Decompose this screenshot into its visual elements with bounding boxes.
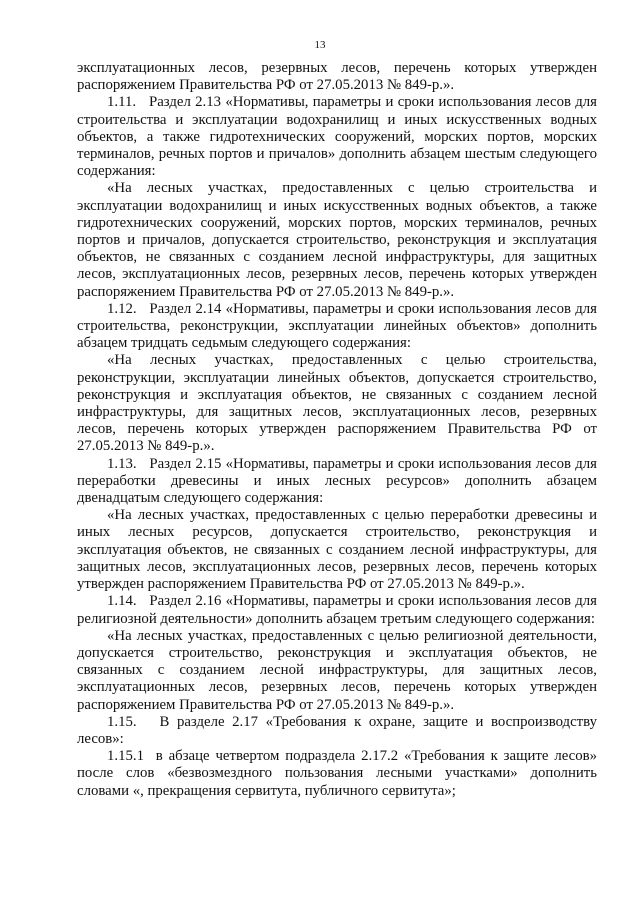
paragraph-1-12-quote: «На лесных участках, предоставленных с целью строительства, реконструкции, эксплуатации линейных объектов, допускается строительство, реконструкция и эксплуатация объектов, не связанных с созданием лесной инфраструктуры, для защитных лесов, эксплуатационных лесов, резервных лесов, перечень которых утвержден распоряжением Правительства РФ от 27.05.2013 № 849-р.».	[77, 352, 597, 455]
paragraph-1-13: 1.13. Раздел 2.15 «Нормативы, параметры и сроки использования лесов для переработки древесины и иных лесных ресурсов» дополнить абзацем двенадцатым следующего содержания:	[77, 455, 597, 507]
paragraph-1-11-quote: «На лесных участках, предоставленных с целью строительства и эксплуатации водохранилищ и иных искусственных водных объектов, а также гидротехнических сооружений, морских портов, морских терминалов, речных портов и причалов, допускается строительство, реконструкция и эксплуатация объектов, не связанных с созданием лесной инфраструктуры, для защитных лесов, эксплуатационных лесов, резервных лесов, перечень которых утвержден распоряжением Правительства РФ от 27.05.2013 № 849-р.».	[77, 180, 597, 300]
paragraph-1-15: 1.15. В разделе 2.17 «Требования к охране, защите и воспроизводству лесов»:	[77, 713, 597, 747]
document-body	[77, 60, 597, 800]
page-number: 13	[314, 39, 326, 51]
paragraph-1-12: 1.12. Раздел 2.14 «Нормативы, параметры и сроки использования лесов для строительства, реконструкции, эксплуатации линейных объектов» дополнить абзацем тридцать седьмым следующего содержания:	[77, 300, 597, 352]
paragraph-1-15-1: 1.15.1 в абзаце четвертом подраздела 2.17.2 «Требования к защите лесов» после слов «безвозмездного пользования лесными участками» дополнить словами «, прекращения сервитута, публичного сервитута»;	[77, 748, 597, 799]
paragraph-1-14-quote: «На лесных участках, предоставленных с целью религиозной деятельности, допускается строительство, реконструкция и эксплуатация объектов, не связанных с созданием лесной инфраструктуры, для защитных лесов, эксплуатационных лесов, резервных лесов, перечень которых утвержден распоряжением Правительства РФ от 27.05.2013 № 849-р.».	[77, 627, 597, 713]
paragraph-1-13-quote: «На лесных участках, предоставленных с целью переработки древесины и иных лесных ресурсов, допускается строительство, реконструкция и эксплуатация объектов, не связанных с созданием лесной инфраструктуры, для защитных лесов, эксплуатационных лесов, резервных лесов, перечень которых утвержден распоряжением Правительства РФ от 27.05.2013 № 849-р.».	[77, 507, 597, 593]
paragraph-1-11: 1.11. Раздел 2.13 «Нормативы, параметры и сроки использования лесов для строительства и эксплуатации водохранилищ и иных искусственных водных объектов, а также гидротехнических сооружений, морских портов, морских терминалов, речных портов и причалов» дополнить абзацем шестым следующего содержания:	[77, 94, 597, 180]
paragraph-1-14: 1.14. Раздел 2.16 «Нормативы, параметры и сроки использования лесов для религиозной деятельности» дополнить абзацем третьим следующего содержания:	[77, 593, 597, 627]
paragraph-continuation: эксплуатационных лесов, резервных лесов, перечень которых утвержден распоряжением Правительства РФ от 27.05.2013 № 849-р.».	[77, 60, 597, 94]
